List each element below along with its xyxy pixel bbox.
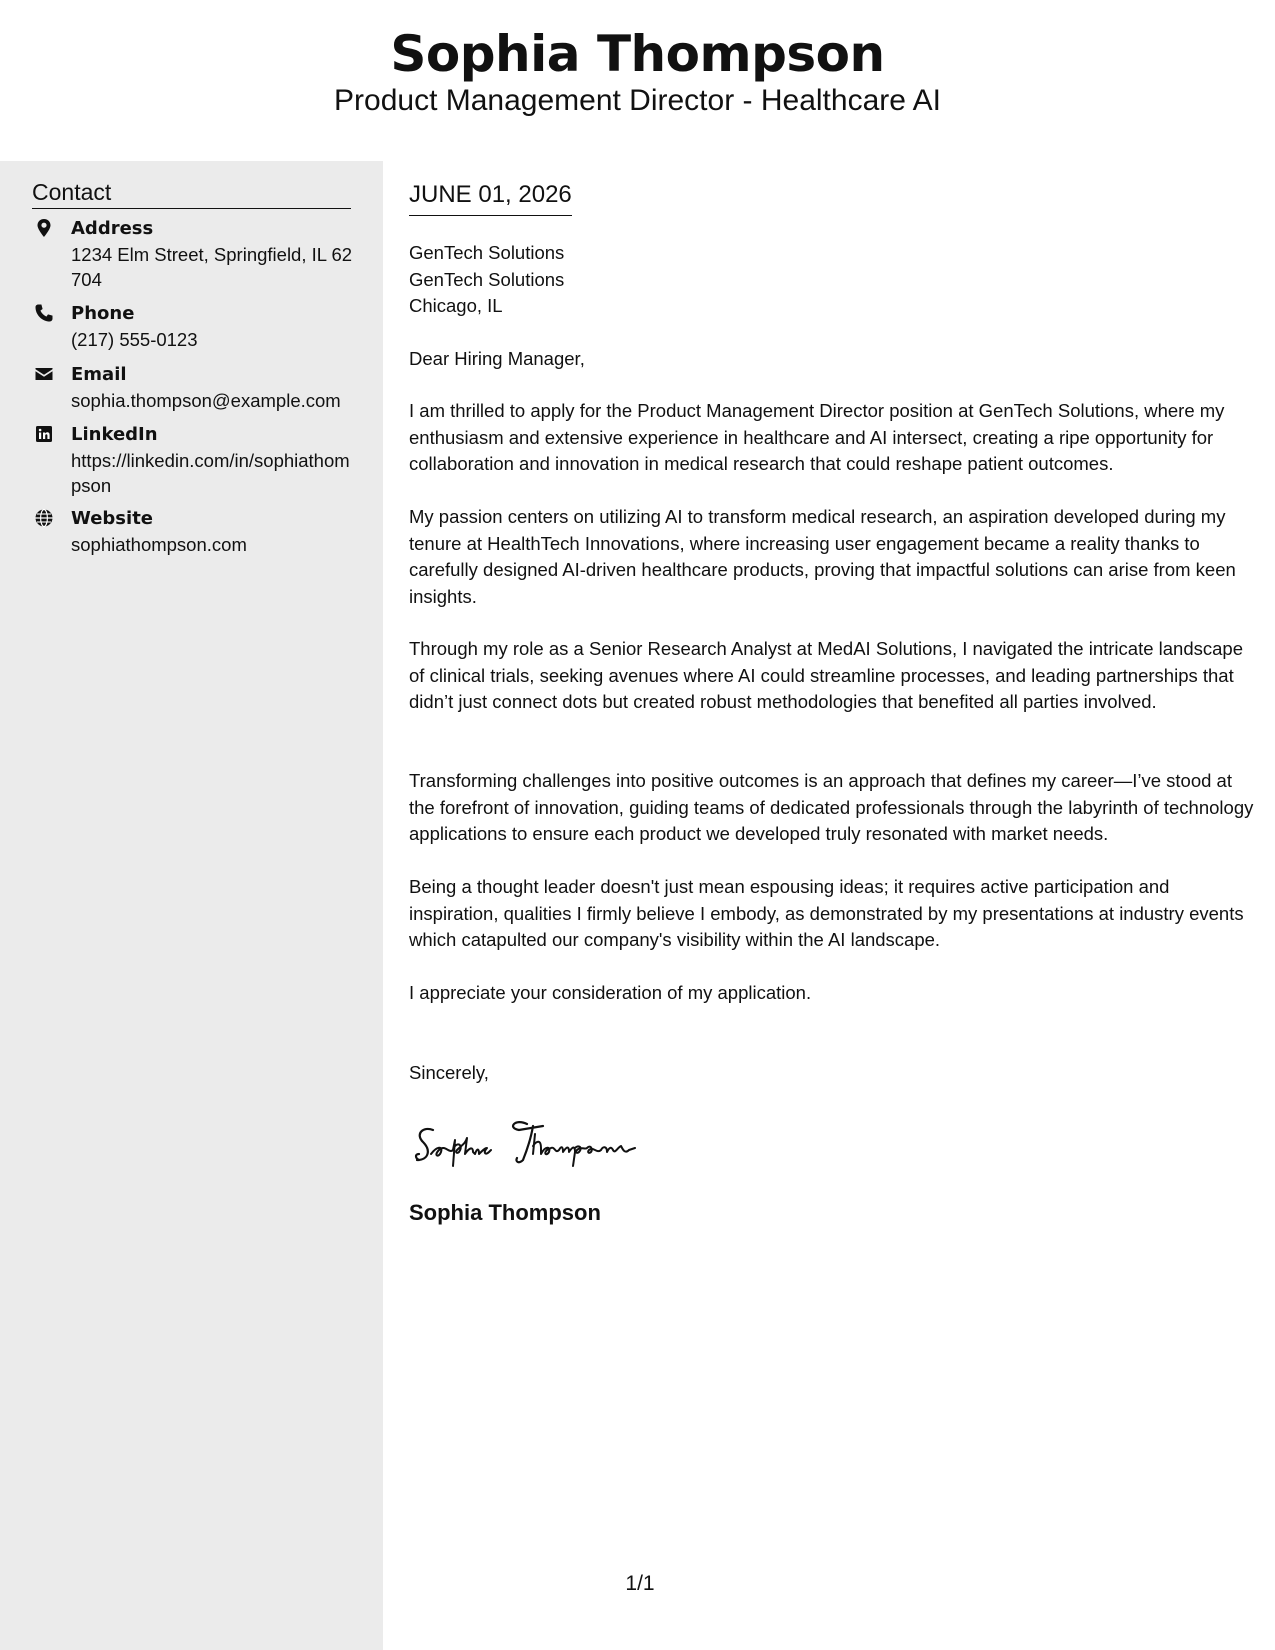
- recipient-line: Chicago, IL: [409, 295, 503, 316]
- body-paragraph: Through my role as a Senior Research Analyst at MedAI Solutions, I navigated the intricate landscape of clinical trials, seeking avenues where AI could streamline processes, and leading partnerships that didn’t just connect dots but created robust methodologies that benefited all parties involved.: [409, 638, 1243, 712]
- contact-value: https://linkedin.com/in/sophiathompson: [71, 450, 350, 496]
- salutation: Dear Hiring Manager,: [409, 348, 585, 369]
- body-paragraph: Transforming challenges into positive outcomes is an approach that defines my career—I’ve stood at the forefront of innovation, guiding teams of dedicated professionals through the labyrinth of technology applications to ensure each product we developed truly resonated with market needs.: [409, 770, 1254, 844]
- sender-name: Sophia Thompson: [390, 25, 885, 83]
- contact-heading: Contact: [32, 177, 351, 209]
- contact-label: Address: [71, 218, 154, 239]
- globe-icon: [34, 508, 54, 528]
- contact-value: sophiathompson.com: [71, 534, 247, 555]
- linkedin-icon: [34, 424, 54, 444]
- contact-value: (217) 555-0123: [71, 329, 198, 350]
- body-paragraph: My passion centers on utilizing AI to transform medical research, an aspiration developed during my tenure at HealthTech Innovations, where increasing user engagement became a reality thanks to carefully designed AI-driven healthcare products, proving that impactful solutions can arise from keen insights.: [409, 506, 1236, 607]
- sender-title: Product Management Director - Healthcare AI: [334, 84, 941, 117]
- recipient-block: [409, 240, 564, 320]
- contact-label: Website: [71, 508, 154, 529]
- envelope-icon: [34, 364, 54, 384]
- map-pin-icon: [34, 218, 54, 238]
- signer-name: Sophia Thompson: [409, 1200, 601, 1225]
- letter-date: JUNE 01, 2026: [409, 179, 572, 216]
- contact-label: Email: [71, 364, 127, 385]
- contact-label: LinkedIn: [71, 424, 158, 445]
- recipient-line: GenTech Solutions: [409, 268, 565, 290]
- page-number: 1/1: [625, 1572, 655, 1595]
- contact-sidebar: [0, 161, 383, 1650]
- recipient-line: GenTech Solutions: [409, 242, 565, 263]
- signature-image: [411, 1110, 681, 1174]
- contact-value: 1234 Elm Street, Springfield, IL 62704: [71, 244, 353, 290]
- closing: Sincerely,: [409, 1062, 489, 1083]
- contact-value: sophia.thompson@example.com: [71, 390, 341, 411]
- body-paragraph: I appreciate your consideration of my application.: [409, 982, 812, 1003]
- phone-icon: [34, 303, 54, 323]
- letter-header: [0, 0, 1275, 160]
- contact-label: Phone: [71, 303, 135, 324]
- body-paragraph: I am thrilled to apply for the Product Management Director position at GenTech Solutions, where my enthusiasm and extensive experience in healthcare and AI intersect, creating a ripe opportunity for collaboration and innovation in medical research that could reshape patient outcomes.: [409, 400, 1225, 474]
- body-paragraph: Being a thought leader doesn't just mean espousing ideas; it requires active participation and inspiration, qualities I firmly believe I embody, as demonstrated by my presentations at industry events which catapulted our company's visibility within the AI landscape.: [409, 876, 1244, 950]
